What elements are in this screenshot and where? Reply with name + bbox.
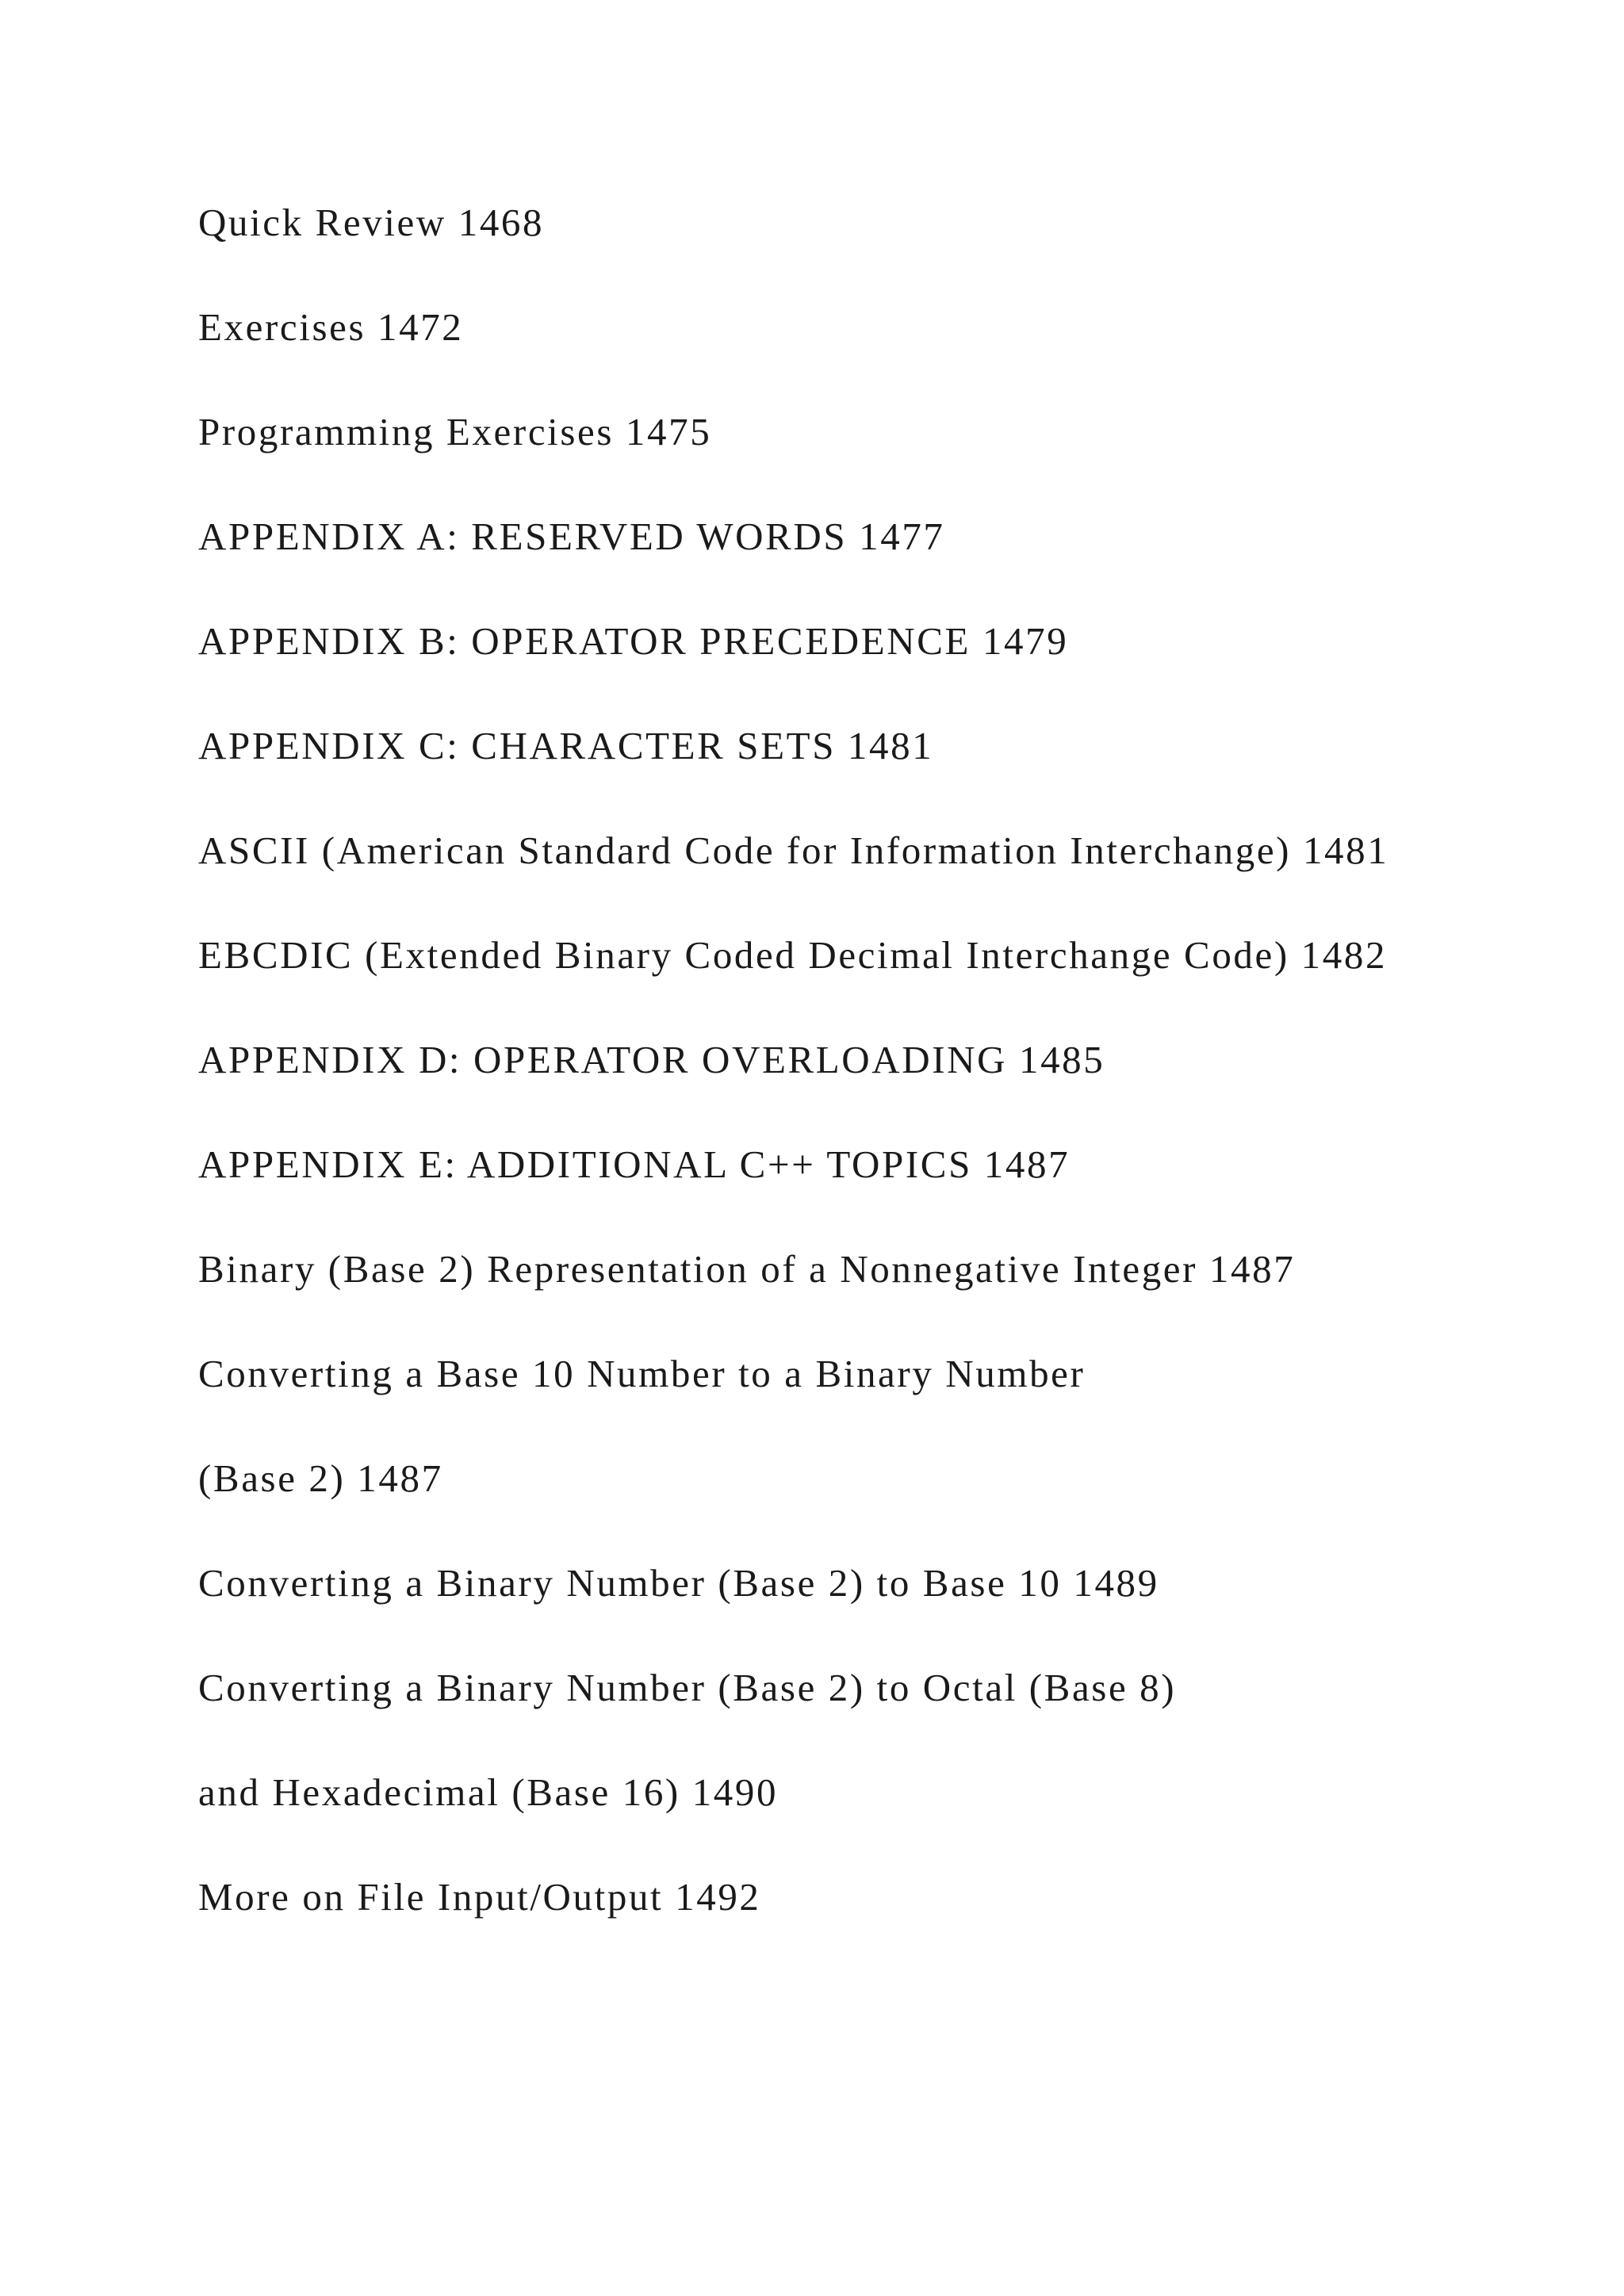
toc-entry-ebcdic: EBCDIC (Extended Binary Coded Decimal Interchange Code) 1482 [198, 933, 1388, 977]
toc-entry-appendix-b: APPENDIX B: OPERATOR PRECEDENCE 1479 [198, 619, 1069, 663]
toc-entry-file-io: More on File Input/Output 1492 [198, 1875, 761, 1919]
table-of-contents [198, 197, 1435, 1923]
toc-entry-binary-representation: Binary (Base 2) Representation of a Nonnegative Integer 1487 [198, 1247, 1296, 1291]
toc-entry-binary-to-base10: Converting a Binary Number (Base 2) to Base 10 1489 [198, 1561, 1159, 1605]
toc-entry-ascii: ASCII (American Standard Code for Information Interchange) 1481 [198, 828, 1389, 872]
toc-entry-appendix-a: APPENDIX A: RESERVED WORDS 1477 [198, 515, 945, 558]
toc-entry-appendix-d: APPENDIX D: OPERATOR OVERLOADING 1485 [198, 1038, 1105, 1081]
toc-entry-quick-review: Quick Review 1468 [198, 201, 545, 244]
toc-entry-base10-to-binary: Converting a Base 10 Number to a Binary Number [198, 1352, 1086, 1395]
toc-entry-appendix-e: APPENDIX E: ADDITIONAL C++ TOPICS 1487 [198, 1142, 1071, 1186]
toc-entry-binary-to-octal-cont: and Hexadecimal (Base 16) 1490 [198, 1770, 779, 1814]
toc-entry-binary-to-octal: Converting a Binary Number (Base 2) to Octal (Base 8) [198, 1666, 1177, 1709]
toc-entry-exercises: Exercises 1472 [198, 305, 464, 349]
toc-entry-programming-exercises: Programming Exercises 1475 [198, 410, 712, 453]
toc-entry-appendix-c: APPENDIX C: CHARACTER SETS 1481 [198, 724, 934, 767]
toc-entry-base10-to-binary-cont: (Base 2) 1487 [198, 1456, 443, 1500]
